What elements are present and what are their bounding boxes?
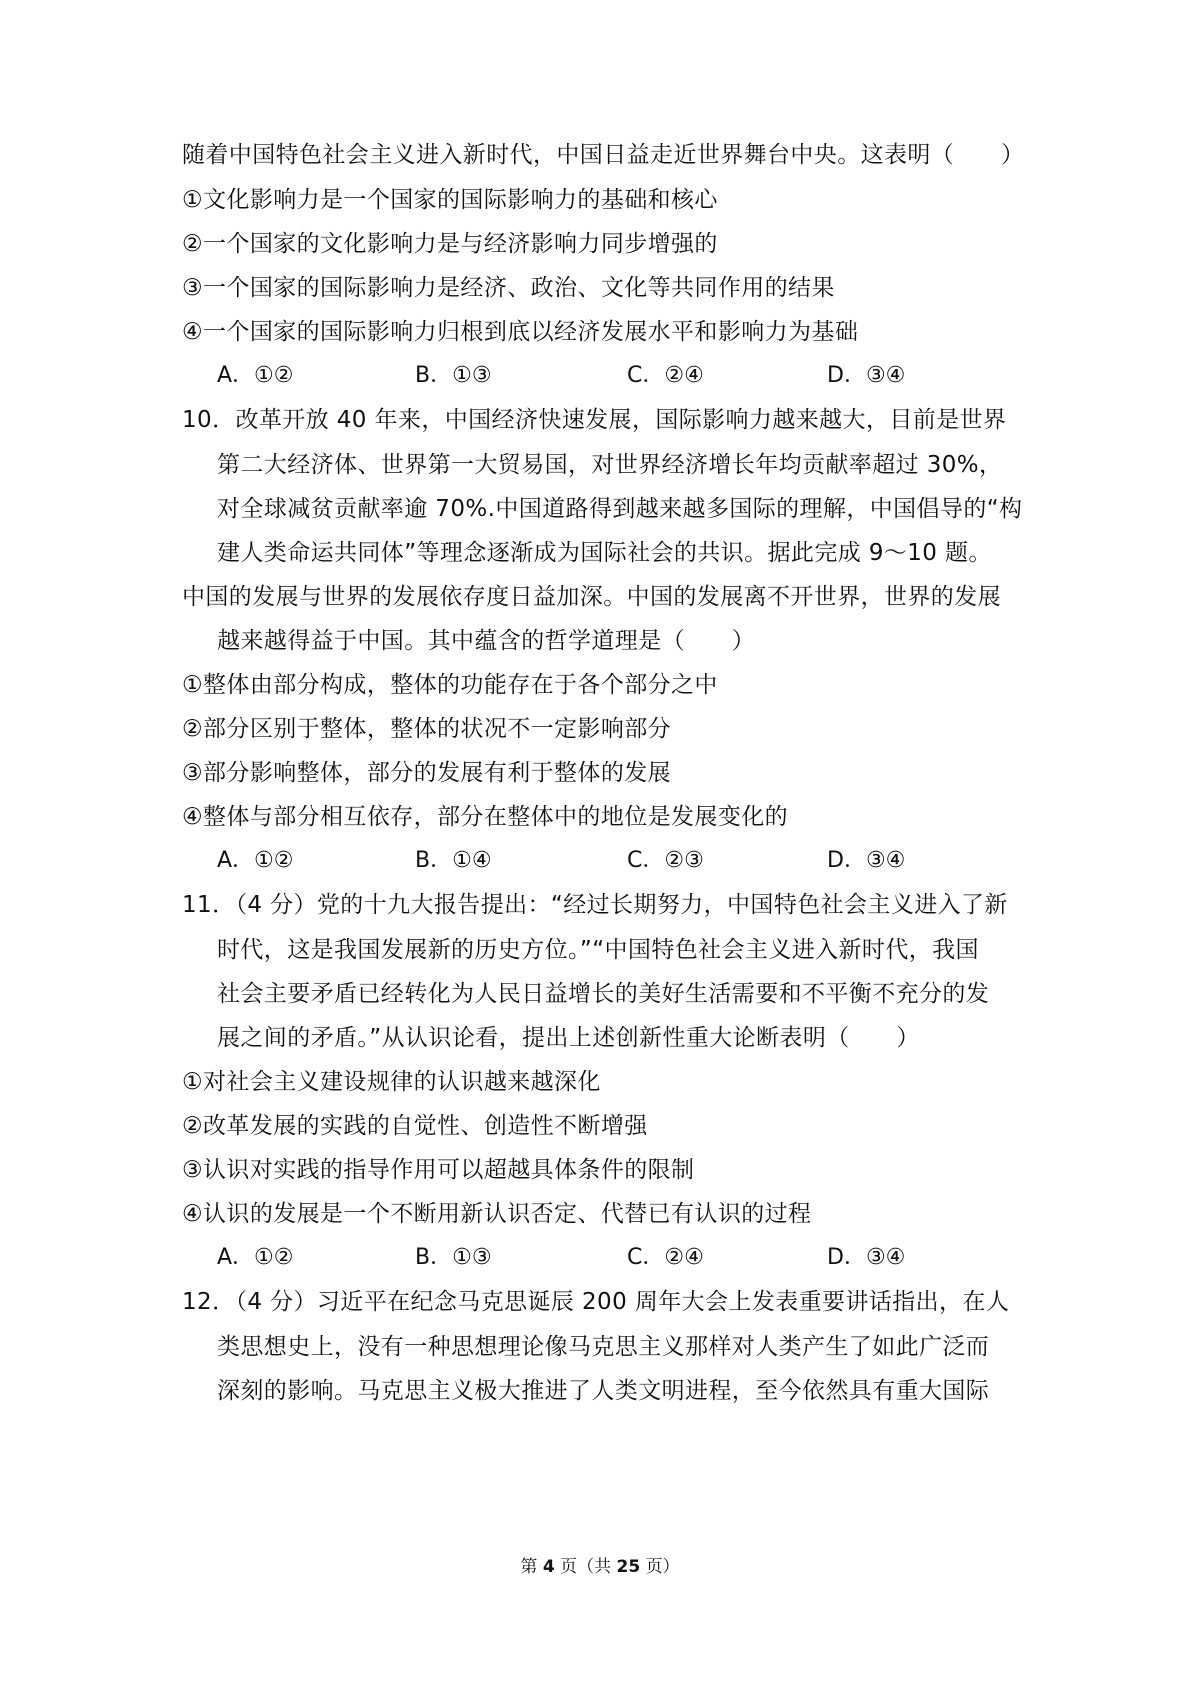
q11-option-c[interactable]: C．②④: [627, 1245, 704, 1270]
question-12-line-2: 类思想史上，没有一种思想理论像马克思主义那样对人类产生了如此广泛而: [217, 1334, 990, 1360]
q9-item-1: ①文化影响力是一个国家的国际影响力的基础和核心: [182, 187, 718, 213]
q10-option-b[interactable]: B．①④: [415, 848, 492, 873]
q9-option-b[interactable]: B．①③: [415, 363, 492, 388]
q11-option-a[interactable]: A．①②: [217, 1245, 294, 1270]
question-10-line-4: 建人类命运共同体”等理念逐渐成为国际社会的共识。据此完成 9～10 题。: [217, 540, 992, 566]
q10-option-d[interactable]: D．③④: [827, 848, 906, 873]
q9-item-4: ④一个国家的国际影响力归根到底以经济发展水平和影响力为基础: [182, 319, 859, 345]
question-10-stem-2: 越来越得益于中国。其中蕴含的哲学道理是（ ）: [217, 628, 756, 654]
q9-item-2: ②一个国家的文化影响力是与经济影响力同步增强的: [182, 231, 718, 257]
q11-option-b[interactable]: B．①③: [415, 1245, 492, 1270]
q9-option-d[interactable]: D．③④: [827, 363, 906, 388]
question-10-line-1: 10．改革开放 40 年来，中国经济快速发展，国际影响力越来越大，目前是世界: [182, 407, 1007, 433]
question-11-line-4: 展之间的矛盾。”从认识论看，提出上述创新性重大论断表明（ ）: [217, 1025, 920, 1051]
q11-item-2: ②改革发展的实践的自觉性、创造性不断增强: [182, 1113, 648, 1139]
q10-item-1: ①整体由部分构成，整体的功能存在于各个部分之中: [182, 672, 718, 698]
question-10-line-2: 第二大经济体、世界第一大贸易国，对世界经济增长年均贡献率超过 30%，: [217, 452, 1003, 478]
question-10-line-3: 对全球减贫贡献率逾 70%.中国道路得到越来越多国际的理解，中国倡导的“构: [217, 496, 1023, 522]
footer-page-number: 4: [542, 1557, 555, 1577]
question-9-stem: 随着中国特色社会主义进入新时代，中国日益走近世界舞台中央。这表明（ ）: [182, 142, 1025, 168]
footer-total-pages: 25: [616, 1557, 641, 1577]
question-11-line-2: 时代，这是我国发展新的历史方位。”“中国特色社会主义进入新时代，我国: [217, 937, 979, 963]
footer-prefix: 第: [520, 1557, 538, 1577]
q10-option-c[interactable]: C．②③: [627, 848, 704, 873]
q11-option-d[interactable]: D．③④: [827, 1245, 906, 1270]
page-footer: [0, 1555, 1200, 1579]
footer-suffix: 页）: [645, 1557, 680, 1577]
question-11-line-3: 社会主要矛盾已经转化为人民日益增长的美好生活需要和不平衡不充分的发: [217, 981, 990, 1007]
question-10-stem-1: 中国的发展与世界的发展依存度日益加深。中国的发展离不开世界，世界的发展: [182, 584, 1001, 610]
footer-middle: 页（共: [560, 1557, 612, 1577]
q11-item-4: ④认识的发展是一个不断用新认识否定、代替已有认识的过程: [182, 1201, 812, 1227]
q9-item-3: ③一个国家的国际影响力是经济、政治、文化等共同作用的结果: [182, 275, 835, 301]
q10-option-a[interactable]: A．①②: [217, 848, 294, 873]
question-12-line-1: 12．（4 分）习近平在纪念马克思诞辰 200 周年大会上发表重要讲话指出，在人: [182, 1289, 1010, 1315]
q11-item-3: ③认识对实践的指导作用可以超越具体条件的限制: [182, 1157, 695, 1183]
q10-item-4: ④整体与部分相互依存，部分在整体中的地位是发展变化的: [182, 804, 789, 830]
question-11-line-1: 11．（4 分）党的十九大报告提出：“经过长期努力，中国特色社会主义进入了新: [182, 892, 1008, 918]
question-12-line-3: 深刻的影响。马克思主义极大推进了人类文明进程，至今依然具有重大国际: [217, 1378, 990, 1404]
q9-option-a[interactable]: A．①②: [217, 363, 294, 388]
q11-item-1: ①对社会主义建设规律的认识越来越深化: [182, 1069, 601, 1095]
q9-option-c[interactable]: C．②④: [627, 363, 704, 388]
q10-item-3: ③部分影响整体，部分的发展有利于整体的发展: [182, 760, 672, 786]
q10-item-2: ②部分区别于整体，整体的状况不一定影响部分: [182, 716, 672, 742]
